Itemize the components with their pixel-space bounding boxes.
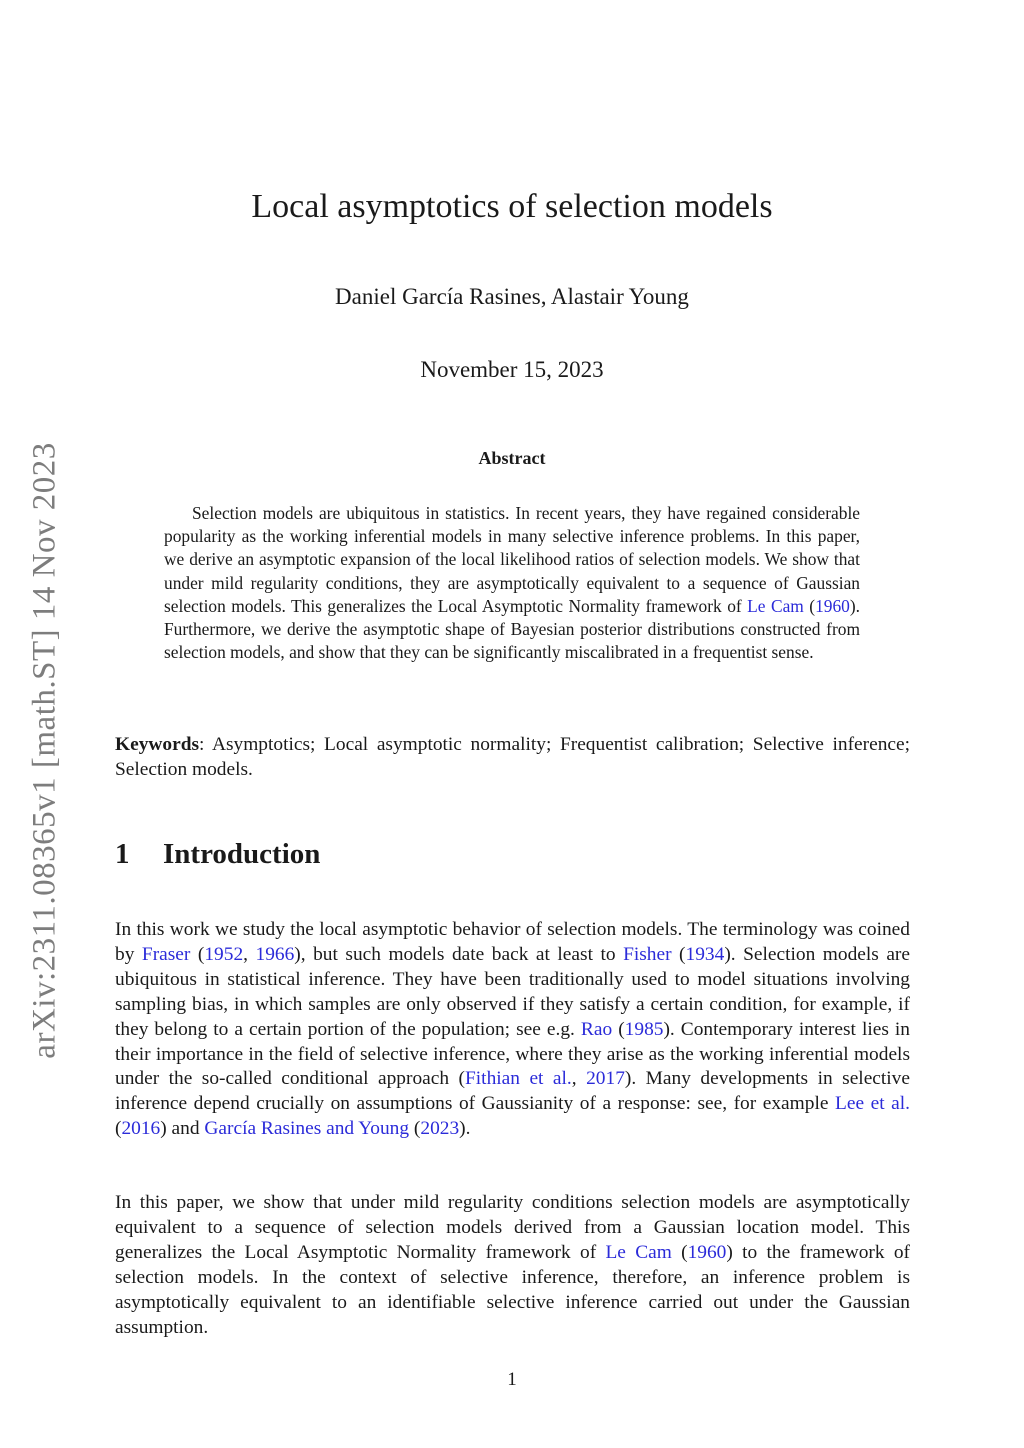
body-text: ( [612,1018,625,1040]
intro-paragraph-1 [115,918,910,1142]
page-number: 1 [507,1369,517,1390]
paper-authors: Daniel García Rasines, Alastair Young [335,284,689,309]
section-title: Introduction [163,838,321,870]
citation-link-garcia-rasines[interactable]: García Rasines and Young [204,1118,410,1140]
body-text: ). Contemporary interest lies in their importance in the field of selective inference, where they arise as the working inferential models under the so-called conditional approach ( [115,1018,910,1090]
body-text: In this paper, we show that under mild regularity conditions selection models are asymptotically equivalent to a sequence of selection models derived from a Gaussian location model. This generalizes the Local Asymptotic Normality framework of [115,1192,910,1263]
keywords-paragraph [115,732,910,782]
citation-link-lee[interactable]: Lee et al. [835,1093,910,1115]
body-text: ). [459,1118,471,1140]
body-text: , [571,1068,587,1090]
body-text: , [243,943,256,965]
citation-link-fisher[interactable]: Fisher [623,943,672,965]
body-text: ). Many developments in selective inference depend crucially on assumptions of Gaussianity of a response: see, for example [115,1068,910,1115]
citation-link-1934[interactable]: 1934 [685,943,725,965]
citation-link-2016[interactable]: 2016 [121,1118,161,1140]
body-text: ), but such models date back at least to [294,943,624,965]
citation-link-rao[interactable]: Rao [580,1018,613,1040]
abstract-text: ). Furthermore, we derive the asymptotic shape of Bayesian posterior distributions constructed from selection models, and show that they can be significantly miscalibrated in a frequentist sense. [164,595,860,663]
citation-link-le-cam[interactable]: Le Cam [747,595,804,616]
body-text: ) to the framework of selection models. In the context of selective inference, therefore, an inference problem is asymptotically equivalent to an identifiable selective inference carried out under the Gaussian assumption. [115,1241,911,1338]
body-text: ( [671,943,686,965]
intro-paragraph-2 [115,1191,910,1340]
body-text: ( [409,1118,421,1140]
body-text: ) and [160,1118,205,1140]
arxiv-identifier-stamp [10,430,80,1070]
abstract-heading: Abstract [478,448,546,468]
section-number: 1 [115,838,130,870]
citation-link-1960[interactable]: 1960 [687,1241,727,1263]
citation-link-2017[interactable]: 2017 [586,1068,625,1090]
citation-link-1966[interactable]: 1966 [255,943,295,965]
citation-paren: ( [803,595,816,616]
citation-link-2023[interactable]: 2023 [420,1118,460,1140]
body-text: ( [190,943,205,965]
keywords-list: : Asymptotics; Local asymptotic normality; Frequentist calibration; Selective inference; Selection models. [115,734,910,780]
citation-link-fraser[interactable]: Fraser [141,943,191,965]
arxiv-identifier-text: arXiv:2311.08365v1 [math.ST] 14 Nov 2023 [26,441,63,1059]
citation-link-fithian[interactable]: Fithian et al. [465,1068,572,1090]
section-heading [115,838,320,871]
abstract-body [164,502,860,664]
body-text: ( [671,1241,688,1263]
citation-link-1985[interactable]: 1985 [624,1018,664,1040]
citation-link-1960[interactable]: 1960 [815,595,850,616]
paper-title: Local asymptotics of selection models [251,188,773,225]
body-text: ). Selection models are ubiquitous in statistical inference. They have been traditionally used to model situations involving sampling bias, in which samples are only observed if they satisfy a certain condition, for example, if they belong to a certain portion of the population; see e.g. [115,943,910,1040]
body-text: ( [115,1118,122,1140]
body-text: In this work we study the local asymptotic behavior of selection models. The terminology was coined by [115,919,910,965]
citation-link-1952[interactable]: 1952 [204,943,244,965]
keywords-label: Keywords [115,734,200,755]
paper-date: November 15, 2023 [420,357,604,382]
citation-link-le-cam[interactable]: Le Cam [605,1241,672,1263]
abstract-text: Selection models are ubiquitous in statistics. In recent years, they have regained considerable popularity as the working inferential models in many selective inference problems. In this paper, we derive an asymptotic expansion of the local likelihood ratios of selection models. We show that under mild regularity conditions, they are asymptotically equivalent to a sequence of Gaussian selection models. This generalizes the Local Asymptotic Normality framework of [164,503,860,616]
